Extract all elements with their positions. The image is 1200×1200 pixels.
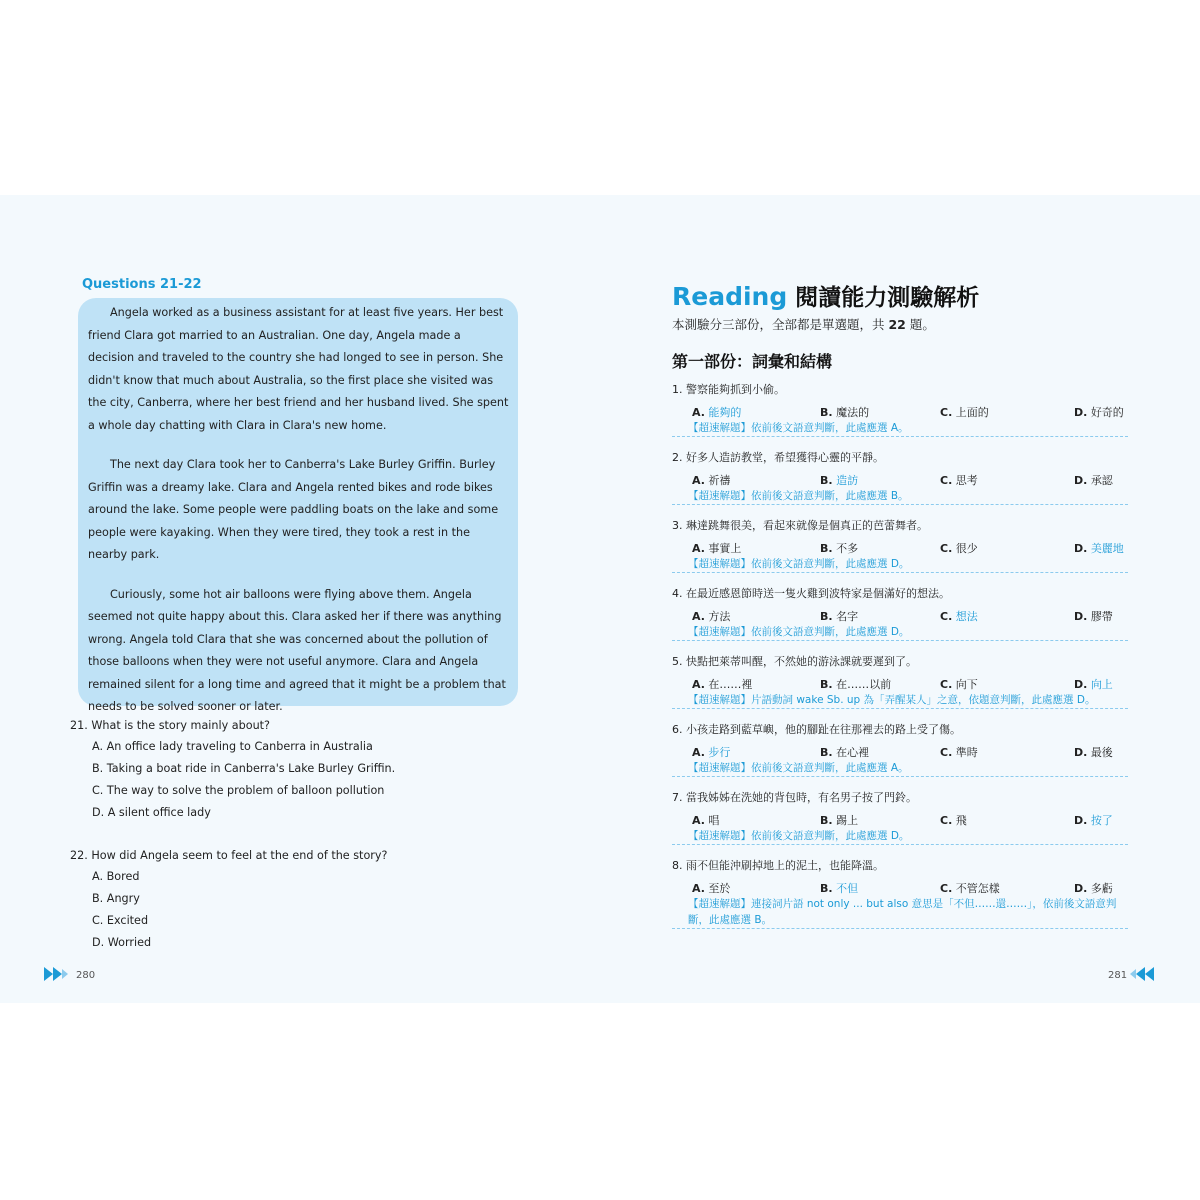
item-option-c (940, 744, 978, 760)
item-option-a (692, 404, 741, 420)
option-value: 膠帶 (1090, 610, 1113, 623)
item-question: 2. 好多人造訪教堂，希望獲得心靈的平靜。 (672, 451, 884, 464)
option-value: 最後 (1090, 746, 1113, 759)
intro-text-b: 題。 (905, 317, 935, 332)
title-english: Reading (672, 282, 788, 311)
option-value: 好奇的 (1090, 406, 1124, 419)
option-value: 不管怎樣 (955, 882, 1000, 895)
option-label: C. (940, 814, 953, 827)
option-value: 方法 (708, 610, 731, 623)
item-question: 8. 雨不但能沖刷掉地上的泥土，也能降溫。 (672, 859, 884, 872)
option-value: 想法 (955, 610, 978, 623)
question-22-option-c: C. Excited (92, 914, 149, 927)
page-number-right: 281 (1108, 970, 1128, 981)
item-explanation: 【超速解題】依前後文語意判斷，此處應選 D。 (672, 556, 1128, 573)
title-chinese: 閱讀能力測驗解析 (795, 285, 980, 311)
option-label: A. (692, 610, 705, 623)
option-label: B. (820, 814, 833, 827)
option-label: B. (820, 882, 833, 895)
option-label: C. (940, 610, 953, 623)
option-value: 魔法的 (836, 406, 870, 419)
option-label: B. (820, 610, 833, 623)
item-question: 3. 琳達跳舞很美，看起來就像是個真正的芭蕾舞者。 (672, 519, 928, 532)
option-label: C. (940, 882, 953, 895)
answer-item-4 (672, 586, 1130, 654)
option-label: A. (692, 474, 705, 487)
question-22-option-d: D. Worried (92, 936, 152, 949)
item-option-a (692, 472, 730, 488)
option-value: 美麗地 (1090, 542, 1124, 555)
option-value: 事實上 (708, 542, 742, 555)
option-label: C. (940, 542, 953, 555)
item-question: 1. 警察能夠抓到小偷。 (672, 383, 785, 396)
option-value: 唱 (708, 814, 720, 827)
item-option-a (692, 880, 730, 896)
option-value: 在心裡 (836, 746, 870, 759)
item-options (672, 808, 1130, 828)
left-page (0, 195, 600, 1003)
option-label: C. (940, 746, 953, 759)
item-explanation: 【超速解題】連接詞片語 not only ... but also 意思是「不但……還……」，依前後文語意判斷，此處應選 B。 (672, 896, 1128, 929)
passage-paragraph-1: Angela worked as a business assistant for at least five years. Her best friend Clara got married to an Australian. One day, Angela made a decision and traveled to the country she had longed to see in person. She didn't know that much about Australia, so the first place she visited was the city, Canberra, where her best friend and her husband lived. She spent a whole day chatting with Clara in Clara's new home. (88, 306, 509, 432)
option-value: 能夠的 (708, 406, 742, 419)
question-21-option-c: C. The way to solve the problem of balloon pollution (92, 784, 385, 797)
question-22 (70, 846, 387, 954)
option-label: B. (820, 542, 833, 555)
option-label: D. (1074, 610, 1088, 623)
option-label: A. (692, 542, 705, 555)
option-value: 向下 (955, 678, 978, 691)
item-option-b (820, 540, 858, 556)
intro-text (672, 315, 935, 333)
option-value: 踢上 (836, 814, 859, 827)
item-options (672, 740, 1130, 760)
item-options (672, 536, 1130, 556)
reading-passage (78, 298, 518, 713)
option-label: C. (940, 678, 953, 691)
question-21-option-b: B. Taking a boat ride in Canberra's Lake Burley Griffin. (92, 762, 396, 775)
item-option-c (940, 880, 1000, 896)
item-option-a (692, 744, 730, 760)
question-21-option-d: D. A silent office lady (92, 806, 211, 819)
item-options (672, 672, 1130, 692)
item-option-b (820, 880, 858, 896)
item-option-b (820, 404, 869, 420)
option-label: A. (692, 406, 705, 419)
item-question: 4. 在最近感恩節時送一隻火雞到波特家是個滿好的想法。 (672, 587, 950, 600)
passage-paragraph-3: Curiously, some hot air balloons were flying above them. Angela seemed not quite happy about this. Clara asked her if there was anything wrong. Angela told Clara that she was concerned about the pollution of those balloons when they were not useful anymore. Clara and Angela remained silent for a long time and agreed that it might be a problem that needs to be solved sooner or later. (88, 587, 506, 713)
option-label: D. (1074, 882, 1088, 895)
option-label: B. (820, 406, 833, 419)
item-options (672, 400, 1130, 420)
option-value: 不多 (836, 542, 859, 555)
questions-heading: Questions 21-22 (82, 277, 202, 292)
item-option-d (1074, 472, 1113, 488)
item-option-d (1074, 540, 1124, 556)
option-value: 造訪 (836, 474, 859, 487)
question-21 (70, 716, 395, 824)
option-label: D. (1074, 814, 1088, 827)
item-question: 7. 當我姊姊在洗她的背包時，有名男子按了門鈴。 (672, 791, 917, 804)
item-option-d (1074, 608, 1113, 624)
answer-items (672, 382, 1130, 938)
question-21-option-a: A. An office lady traveling to Canberra in Australia (92, 740, 373, 753)
question-22-option-a: A. Bored (92, 870, 140, 883)
item-explanation: 【超速解題】片語動詞 wake Sb. up 為「弄醒某人」之意，依題意判斷，此處應選 D。 (672, 692, 1128, 709)
item-option-c (940, 676, 978, 692)
option-value: 在……以前 (836, 678, 892, 691)
passage-paragraph-2: The next day Clara took her to Canberra's Lake Burley Griffin. Burley Griffin was a dreamy lake. Clara and Angela rented bikes and rode bikes around the lake. Some people were paddling boats on the lake and some people were kayaking. When they were tired, they took a rest in the nearby park. (88, 458, 499, 561)
item-option-d (1074, 404, 1124, 420)
option-value: 不但 (836, 882, 859, 895)
option-value: 祈禱 (708, 474, 731, 487)
option-value: 飛 (955, 814, 967, 827)
item-option-d (1074, 880, 1113, 896)
item-explanation: 【超速解題】依前後文語意判斷，此處應選 D。 (672, 828, 1128, 845)
item-options (672, 876, 1130, 896)
item-options (672, 604, 1130, 624)
item-option-a (692, 676, 752, 692)
option-label: C. (940, 406, 953, 419)
option-value: 準時 (955, 746, 978, 759)
option-value: 至於 (708, 882, 731, 895)
option-value: 多虧 (1090, 882, 1113, 895)
item-option-b (820, 608, 858, 624)
question-22-stem: 22. How did Angela seem to feel at the end of the story? (70, 849, 388, 862)
item-explanation: 【超速解題】依前後文語意判斷，此處應選 B。 (672, 488, 1128, 505)
option-value: 很少 (955, 542, 978, 555)
item-explanation: 【超速解題】依前後文語意判斷，此處應選 D。 (672, 624, 1128, 641)
item-question: 6. 小孩走路到藍草嶼，他的腳趾在往那裡去的路上受了傷。 (672, 723, 961, 736)
option-label: D. (1074, 542, 1088, 555)
answer-item-2 (672, 450, 1130, 518)
option-value: 步行 (708, 746, 731, 759)
option-label: B. (820, 474, 833, 487)
part-title: 第一部份：詞彙和結構 (672, 352, 833, 371)
page-arrows-back-icon (1130, 967, 1154, 981)
option-value: 承認 (1090, 474, 1113, 487)
item-option-a (692, 540, 741, 556)
option-label: A. (692, 746, 705, 759)
option-label: D. (1074, 474, 1088, 487)
right-page (600, 195, 1200, 1003)
option-label: D. (1074, 746, 1088, 759)
option-value: 向上 (1090, 678, 1113, 691)
item-explanation: 【超速解題】依前後文語意判斷，此處應選 A。 (672, 420, 1128, 437)
page-arrows-icon (44, 967, 68, 981)
item-option-b (820, 472, 858, 488)
item-option-a (692, 608, 730, 624)
intro-count: 22 (888, 317, 906, 332)
item-option-b (820, 744, 869, 760)
option-value: 名字 (836, 610, 859, 623)
option-label: B. (820, 678, 833, 691)
page-title (672, 279, 979, 312)
item-options (672, 468, 1130, 488)
item-option-b (820, 676, 891, 692)
item-option-c (940, 812, 967, 828)
item-option-b (820, 812, 858, 828)
item-option-d (1074, 812, 1113, 828)
option-value: 思考 (955, 474, 978, 487)
option-label: A. (692, 814, 705, 827)
book-spread (0, 195, 1200, 1003)
option-label: D. (1074, 406, 1088, 419)
item-option-c (940, 404, 989, 420)
option-label: D. (1074, 678, 1088, 691)
answer-item-1 (672, 382, 1130, 450)
answer-item-3 (672, 518, 1130, 586)
option-label: C. (940, 474, 953, 487)
question-22-option-b: B. Angry (92, 892, 140, 905)
item-explanation: 【超速解題】依前後文語意判斷，此處應選 A。 (672, 760, 1128, 777)
item-option-c (940, 540, 978, 556)
page-number-left: 280 (76, 970, 96, 981)
intro-text-a: 本測驗分三部份，全部都是單選題，共 (672, 317, 889, 332)
option-value: 上面的 (955, 406, 989, 419)
item-option-a (692, 812, 719, 828)
item-option-d (1074, 676, 1113, 692)
answer-item-8 (672, 858, 1130, 938)
answer-item-7 (672, 790, 1130, 858)
item-option-c (940, 472, 978, 488)
item-option-d (1074, 744, 1113, 760)
option-value: 在……裡 (708, 678, 753, 691)
option-label: A. (692, 678, 705, 691)
option-label: B. (820, 746, 833, 759)
answer-item-6 (672, 722, 1130, 790)
option-value: 按了 (1090, 814, 1113, 827)
item-option-c (940, 608, 978, 624)
option-label: A. (692, 882, 705, 895)
item-question: 5. 快點把萊蒂叫醒，不然她的游泳課就要遲到了。 (672, 655, 917, 668)
answer-item-5 (672, 654, 1130, 722)
question-21-stem: 21. What is the story mainly about? (70, 719, 270, 732)
